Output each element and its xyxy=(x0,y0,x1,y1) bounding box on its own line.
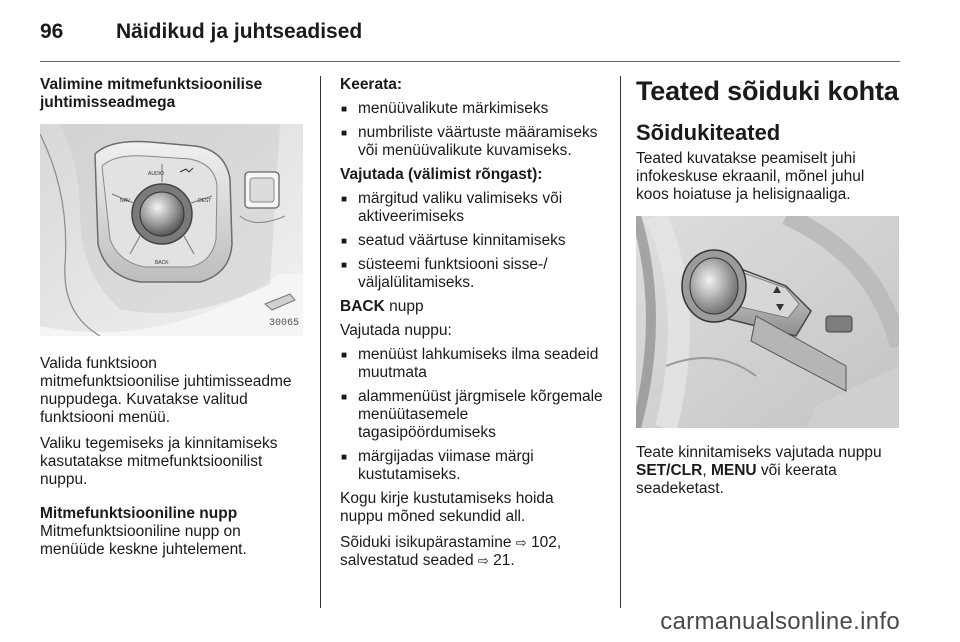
reference-text: salvestatud seaded xyxy=(340,552,474,569)
dest-label: DEST xyxy=(198,198,212,204)
audio-label: AUDIO xyxy=(148,171,164,177)
watermark: carmanualsonline.info xyxy=(660,608,900,635)
back-list xyxy=(340,346,608,484)
chapter-title: Näidikud ja juhtseadised xyxy=(116,20,363,43)
reference-text: Sõiduki isikupärastamine xyxy=(340,534,512,551)
reference-page[interactable]: 102, xyxy=(530,534,562,551)
list-item: ■ süsteemi funktsiooni sisse-/ väljalülitamiseks. xyxy=(340,256,608,292)
press-list xyxy=(340,190,608,292)
text-line: nuppu. xyxy=(40,471,88,488)
text-line: koos hoiatuse ja helisignaaliga. xyxy=(636,186,851,203)
text-separator: , xyxy=(702,462,711,479)
nav-label: NAV xyxy=(120,198,130,204)
subsection-title: Mitmefunktsiooniline nupp xyxy=(40,505,238,522)
text-line: või keerata xyxy=(756,462,837,479)
turn-list xyxy=(340,100,608,160)
multifunction-controller-illustration xyxy=(40,124,303,336)
text-line: Mitmefunktsiooniline nupp on xyxy=(40,523,241,540)
list-item: ■ alammenüüst järgmisele kõrgemale menüütasemele tagasipöördumiseks xyxy=(340,388,608,442)
list-item: ■ numbriliste väärtuste määramiseks või menüüvalikute kuvamiseks. xyxy=(340,124,608,160)
section-title-line: juhtimisseadmega xyxy=(40,94,176,111)
menu-button-name: MENU xyxy=(710,462,757,479)
text-line: Teate kinnitamiseks vajutada nuppu xyxy=(636,444,882,461)
column-divider-2 xyxy=(620,76,621,608)
back-button-heading xyxy=(340,298,608,316)
text-line: nuppudega. Kuvatakse valitud xyxy=(40,391,248,408)
text-line: Kogu kirje kustutamiseks hoida xyxy=(340,490,554,507)
controller-figure xyxy=(40,124,303,336)
subsection-heading: Sõidukiteated xyxy=(636,120,781,145)
paragraph-references xyxy=(340,534,608,570)
text-line: funktsiooni menüü. xyxy=(40,409,171,426)
paragraph-erase xyxy=(340,490,608,526)
figure-code: 30065 xyxy=(268,318,299,329)
press-heading: Vajutada (välimist rõngast): xyxy=(340,166,543,183)
text-line: menüüde keskne juhtelement. xyxy=(40,541,247,558)
page-reference-arrow-icon: ⇨ xyxy=(477,553,489,568)
reference-page[interactable]: 21. xyxy=(493,552,515,569)
paragraph-confirm-message xyxy=(636,444,912,498)
page-header xyxy=(40,18,920,48)
list-item: ■ menüüst lahkumiseks ilma seadeid muutmata xyxy=(340,346,608,382)
turn-heading: Keerata: xyxy=(340,76,403,93)
left-column xyxy=(40,76,310,567)
back-label: BACK xyxy=(155,260,169,266)
page-number: 96 xyxy=(40,20,64,43)
list-item: ■ menüüvalikute märkimiseks xyxy=(340,100,608,118)
list-item: ■ seatud väärtuse kinnitamiseks xyxy=(340,232,608,250)
page-reference-arrow-icon: ⇨ xyxy=(515,535,527,550)
text-line: Teated kuvatakse peamiselt juhi xyxy=(636,150,856,167)
chapter-section-heading: Teated sõiduki kohta xyxy=(636,76,899,106)
header-rule xyxy=(40,61,900,62)
section-title xyxy=(40,76,310,112)
turn-signal-stalk-illustration xyxy=(636,216,899,428)
text-line: nuppu mõned sekundid all. xyxy=(340,508,526,525)
list-item: ■ märgijadas viimase märgi kustutamiseks. xyxy=(340,448,608,484)
text-line: Valiku tegemiseks ja kinnitamiseks xyxy=(40,435,278,452)
paragraph-knob xyxy=(40,523,310,559)
right-column xyxy=(636,76,912,506)
text-line: infokeskuse ekraanil, mõnel juhul xyxy=(636,168,865,185)
back-press-intro: Vajutada nuppu: xyxy=(340,322,452,339)
list-item: ■ märgitud valiku valimiseks või aktiveerimiseks xyxy=(340,190,608,226)
paragraph-confirm xyxy=(40,435,310,489)
section-title-line: Valimine mitmefunktsioonilise xyxy=(40,76,263,93)
back-button-name: BACK xyxy=(340,298,385,315)
column-divider-1 xyxy=(320,76,321,608)
paragraph-select-function xyxy=(40,355,310,427)
set-clr-button-name: SET/CLR xyxy=(636,462,703,479)
back-button-suffix: nupp xyxy=(384,298,424,315)
stalk-figure xyxy=(636,216,899,428)
paragraph-intro xyxy=(636,150,912,204)
middle-column xyxy=(340,76,608,578)
text-line: seadeketast. xyxy=(636,480,724,497)
text-line: Valida funktsioon xyxy=(40,355,157,372)
text-line: mitmefunktsioonilise juhtimisseadme xyxy=(40,373,292,390)
text-line: kasutatakse mitmefunktsioonilist xyxy=(40,453,263,470)
